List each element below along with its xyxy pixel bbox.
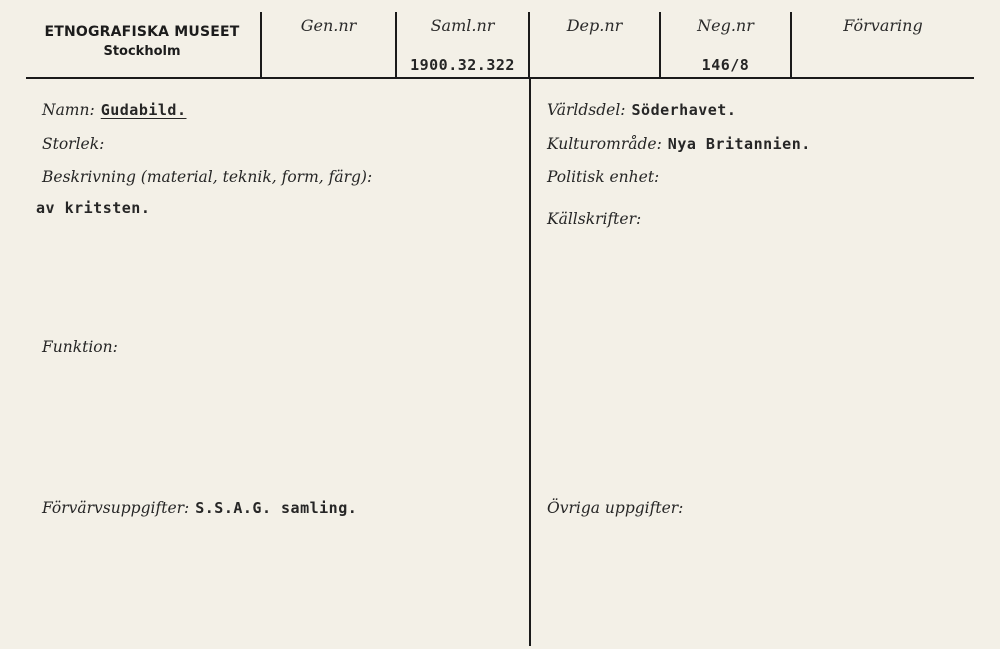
dep-nr-label: Dep.nr: [566, 16, 623, 35]
saml-nr-value: 1900.32.322: [410, 56, 515, 74]
namn-value: Gudabild.: [100, 101, 187, 119]
saml-nr-label: Saml.nr: [430, 16, 495, 35]
forvarv-field: [42, 499, 357, 517]
neg-nr-value: 146/8: [701, 56, 750, 74]
kulturomrade-field: [547, 135, 811, 153]
forvaring-label: Förvaring: [843, 16, 923, 35]
varldsdel-label: Världsdel:: [547, 101, 626, 119]
storlek-label: Storlek:: [42, 135, 105, 153]
beskrivning-value: av kritsten.: [36, 199, 151, 217]
namn-field: [42, 101, 187, 119]
varldsdel-value: Söderhavet.: [631, 101, 737, 119]
beskrivning-label: Beskrivning (material, teknik, form, färg):: [42, 168, 373, 186]
kallskrifter-label: Källskrifter:: [547, 210, 642, 228]
politisk-enhet-label: Politisk enhet:: [547, 168, 660, 186]
ovriga-uppgifter-label: Övriga uppgifter:: [547, 499, 684, 517]
neg-nr-label: Neg.nr: [697, 16, 754, 35]
funktion-label: Funktion:: [42, 338, 118, 356]
kulturomrade-value: Nya Britannien.: [667, 135, 811, 153]
varldsdel-field: [547, 101, 736, 119]
museum-city: Stockholm: [103, 44, 181, 59]
namn-label: Namn:: [42, 101, 95, 119]
forvarv-value: S.S.A.G. samling.: [195, 499, 358, 517]
forvarv-label: Förvärvsuppgifter:: [42, 499, 190, 517]
gen-nr-label: Gen.nr: [300, 16, 357, 35]
museum-header: [36, 24, 248, 59]
body-divider: [529, 78, 531, 646]
header-rule: [26, 77, 974, 79]
kulturomrade-label: Kulturområde:: [547, 135, 662, 153]
museum-name: ETNOGRAFISKA MUSEET: [44, 24, 240, 40]
